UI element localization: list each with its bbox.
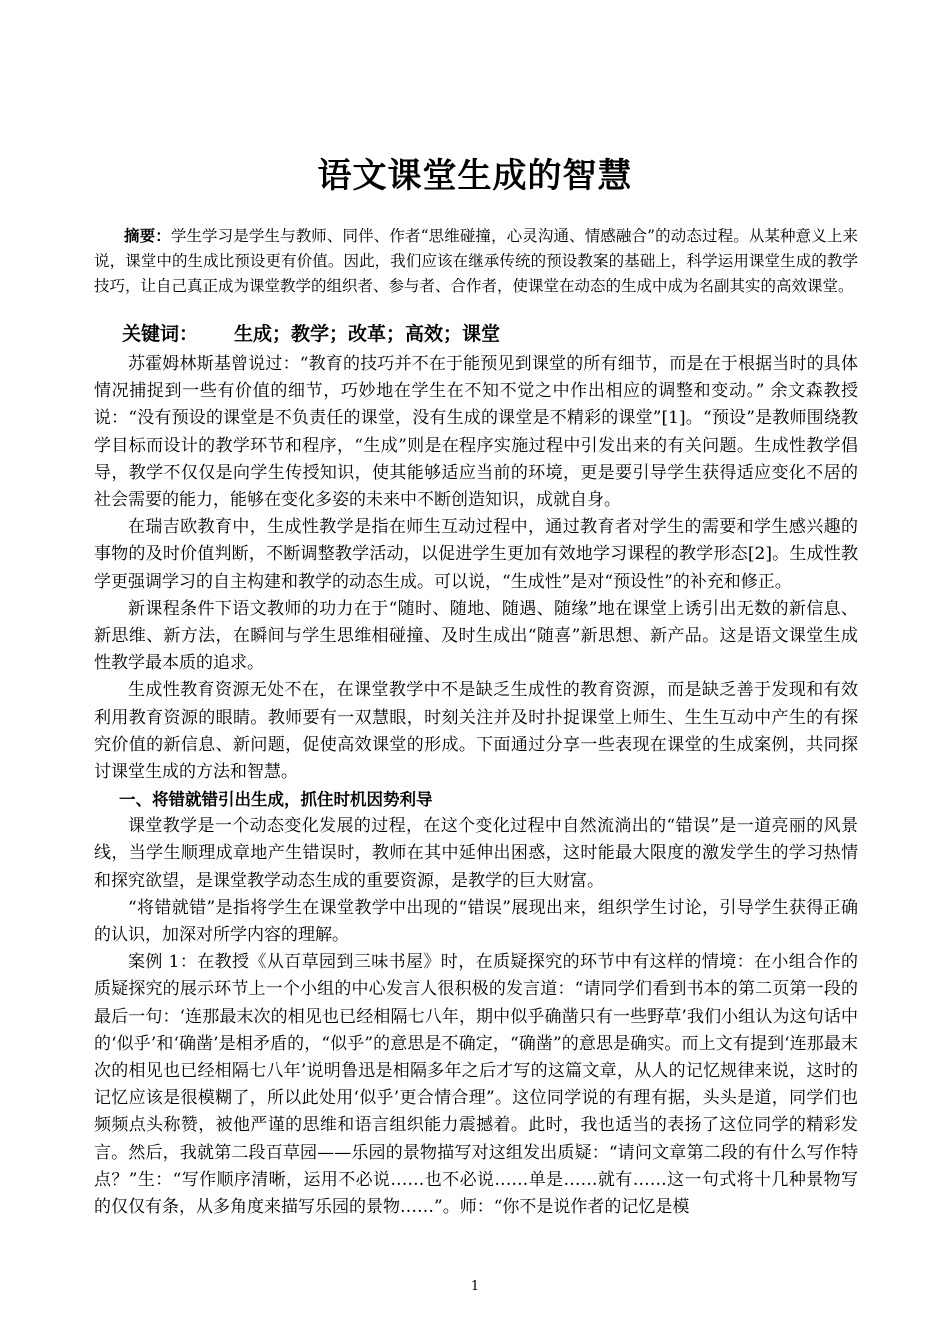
document-title: 语文课堂生成的智慧 bbox=[317, 156, 633, 196]
body-paragraph: 新课程条件下语文教师的功力在于“随时、随地、随遇、随缘”地在课堂上诱引出无数的新信息、新思维、新方法，在瞬间与学生思维相碰撞、及时生成出“随喜”新思想、新产品。这是语文课堂生成性教学最本质的追求。 bbox=[94, 598, 858, 674]
keywords-label: 关键词： bbox=[122, 323, 199, 345]
section-paragraph: 课堂教学是一个动态变化发展的过程，在这个变化过程中自然流淌出的“错误”是一道亮丽的风景线，当学生顺理成章地产生错误时，教师在其中延伸出困惑，这时能最大限度的激发学生的学习热情和探究欲望，是课堂教学动态生成的重要资源，是教学的巨大财富。 bbox=[94, 816, 858, 891]
abstract-label: 摘要： bbox=[124, 226, 171, 245]
section-heading: 一、将错就错引出生成，抓住时机因势利导 bbox=[119, 790, 433, 810]
body-paragraph: 在瑞吉欧教育中，生成性教学是指在师生互动过程中，通过教育者对学生的需要和学生感兴趣的事物的及时价值判断，不断调整教学活动，以促进学生更加有效地学习课程的教学形态[2]。生成性教学更强调学习的自主构建和教学的动态生成。可以说，“生成性”是对“预设性”的补充和修正。 bbox=[94, 517, 858, 592]
abstract-text: 学生学习是学生与教师、同伴、作者“思维碰撞，心灵沟通、情感融合”的动态过程。从某种意义上来说，课堂中的生成比预设更有价值。因此，我们应该在继承传统的预设教案的基础上，科学运用课堂生成的教学技巧，让自己真正成为课堂教学的组织者、参与者、合作者，使课堂在动态的生成中成为名副其实的高效课堂。 bbox=[94, 227, 858, 295]
body-paragraph: 苏霍姆林斯基曾说过：“教育的技巧并不在于能预见到课堂的所有细节，而是在于根据当时的具体情况捕捉到一些有价值的细节，巧妙地在学生在不知不觉之中作出相应的调整和变动。” 余文森教授说：“没有预设的课堂是不负责任的课堂，没有生成的课堂是不精彩的课堂”[1]。“预设”是教师围绕教学目标而设计的教学环节和程序，“生成”则是在程序实施过程中引发出来的有关问题。生成性教学倡导，教学不仅仅是向学生传授知识，使其能够适应当前的环境，更是要引导学生获得适应变化不居的社会需要的能力，能够在变化多姿的未来中不断创造知识，成就自身。 bbox=[94, 354, 858, 511]
keywords-text: 生成；教学；改革；高效；课堂 bbox=[234, 323, 501, 345]
body-paragraph: 生成性教育资源无处不在，在课堂教学中不是缺乏生成性的教育资源，而是缺乏善于发现和有效利用教育资源的眼睛。教师要有一双慧眼，时刻关注并及时扑捉课堂上师生、生生互动中产生的有探究价值的新信息、新问题，促使高效课堂的形成。下面通过分享一些表现在课堂的生成案例，共同探讨课堂生成的方法和智慧。 bbox=[94, 680, 858, 783]
keywords bbox=[122, 319, 852, 349]
abstract bbox=[94, 223, 858, 299]
page-number: 1 bbox=[470, 1279, 480, 1294]
section-paragraph: 案例 1：在教授《从百草园到三味书屋》时，在质疑探究的环节中有这样的情境：在小组合作的质疑探究的展示环节上一个小组的中心发言人很积极的发言道：“请同学们看到书本的第二页第一段的最后一句：‘连那最末次的相见也已经相隔七八年，期中似乎确凿只有一些野草’我们小组认为这句话中的‘似乎’和‘确凿’是相矛盾的，“似乎”的意思是不确定，“确凿”的意思是确实。而上文有提到‘连那最末次的相见也已经相隔七八年’说明鲁迅是相隔多年之后才写的这篇文章，从人的记忆规律来说，这时的记忆应该是很模糊了，所以此处用‘似乎’更合情合理”。这位同学说的有理有据，头头是道，同学们也频频点头称赞，被他严谨的思维和语言组织能力震撼着。此时，我也适当的表扬了这位同学的精彩发言。然后，我就第二段百草园——乐园的景物描写对这组发出质疑：“请问文章第二段的有什么写作特点？”生：“写作顺序清晰，运用不必说……也不必说……单是……就有……这一句式将十几种景物写的仅仅有条，从多角度来描写乐园的景物……”。师：“你不是说作者的记忆是模 bbox=[94, 952, 858, 1218]
section-paragraph: “将错就错”是指将学生在课堂教学中出现的“错误”展现出来，组织学生讨论，引导学生获得正确的认识，加深对所学内容的理解。 bbox=[94, 897, 858, 946]
document-body bbox=[94, 351, 858, 1221]
